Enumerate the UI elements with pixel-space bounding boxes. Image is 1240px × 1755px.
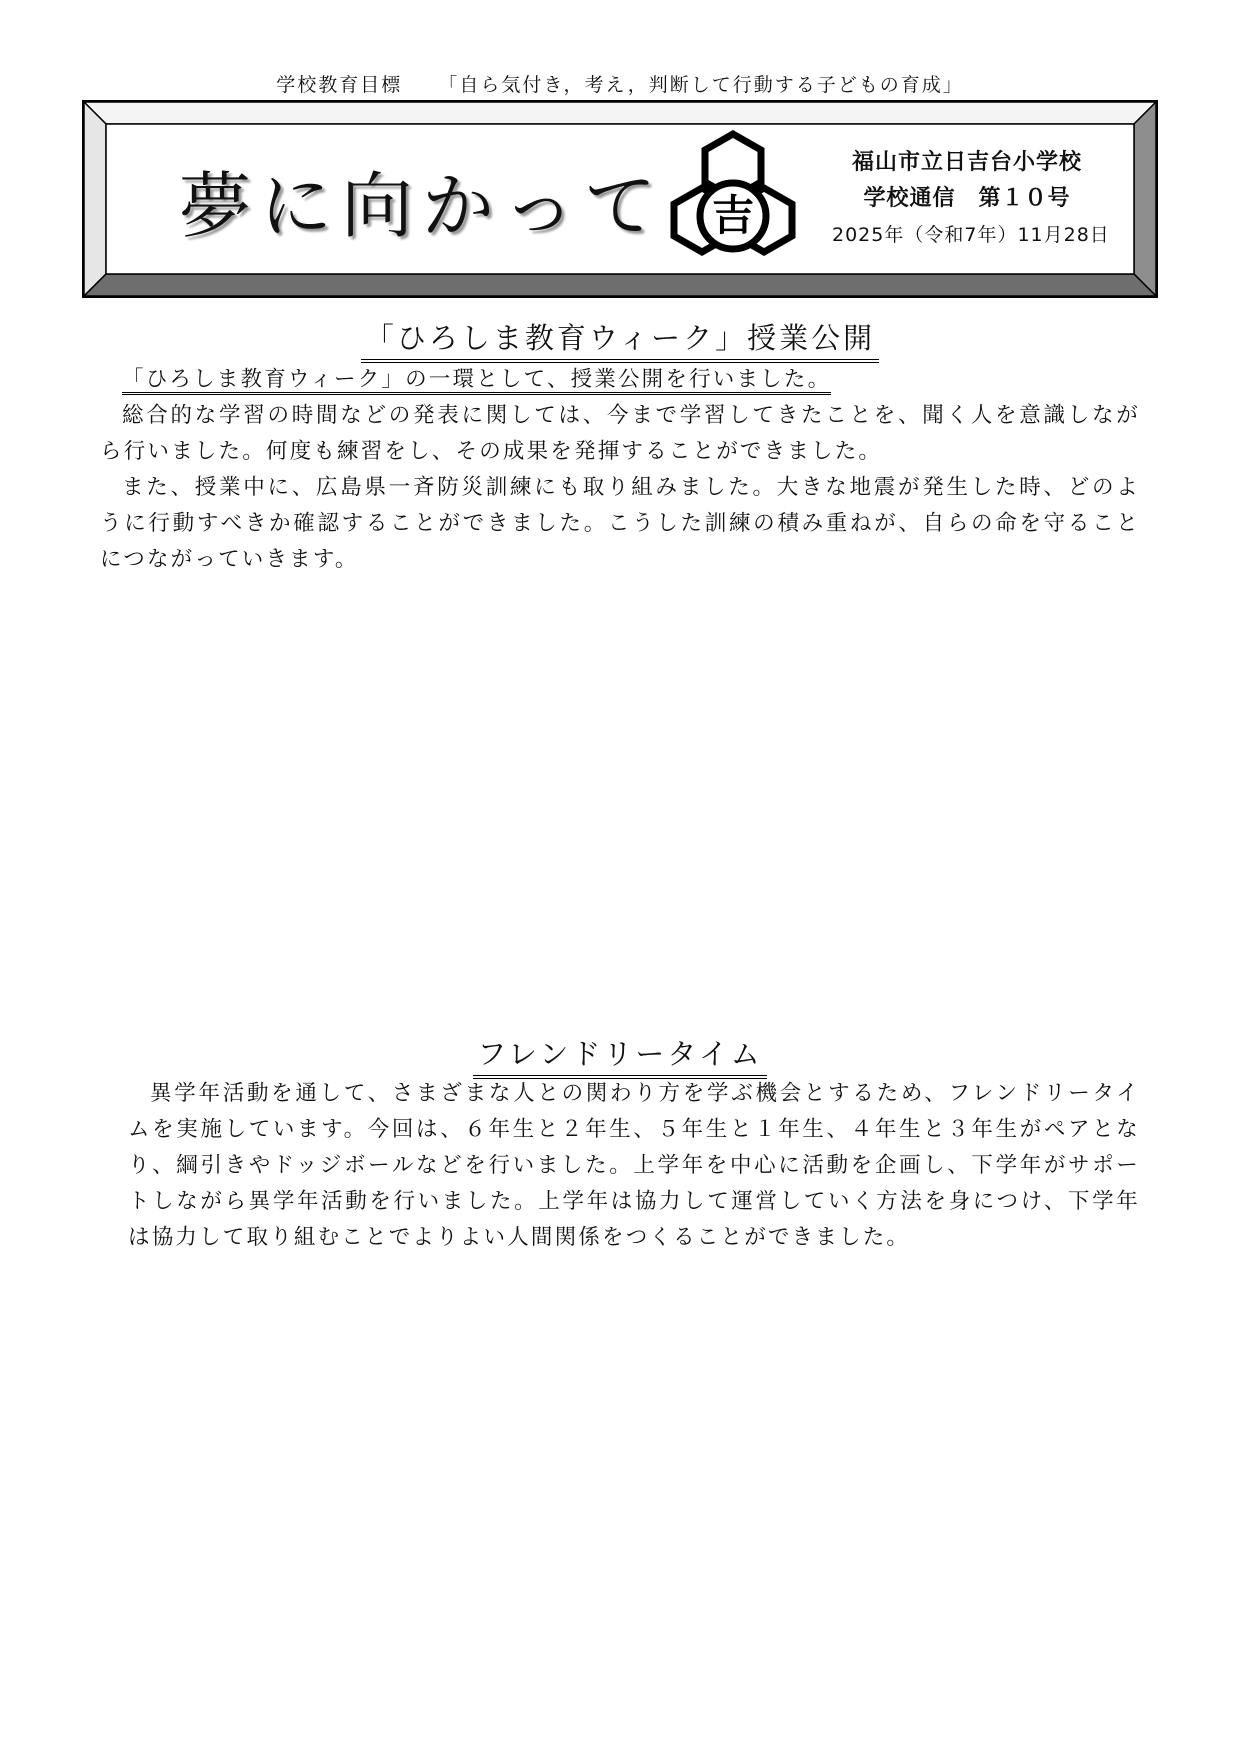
section1-intro: 「ひろしま教育ウィーク」の一環として、授業公開を行いました。	[122, 367, 831, 395]
school-goal	[0, 70, 1240, 97]
emblem-char: 吉	[711, 191, 755, 240]
section1-paragraph: 総合的な学習の時間などの発表に関しては、今まで学習してきたことを、聞く人を意識しながら行いました。何度も練習をし、その成果を発揮することができました。	[100, 403, 1140, 464]
section2-body	[128, 1076, 1140, 1256]
school-goal-label: 学校教育目標	[276, 74, 403, 96]
masthead	[82, 100, 1158, 298]
school-name: 福山市立日吉台小学校	[851, 150, 1082, 175]
section1-heading	[0, 318, 1240, 363]
newsletter-title: 夢に向かって	[179, 164, 666, 248]
section1-body	[100, 362, 1140, 578]
section2-heading	[0, 1034, 1240, 1079]
school-goal-text: 「自ら気付き，考え，判断して行動する子どもの育成」	[438, 74, 964, 96]
section1-heading-text: 「ひろしま教育ウィーク」授業公開	[361, 318, 879, 363]
section2-paragraph: 異学年活動を通して、さまざまな人との関わり方を学ぶ機会とするため、フレンドリータイムを実施しています。今回は、６年生と２年生、５年生と１年生、４年生と３年生がペアとなり、綱引きやドッジボールなどを行いました。上学年を中心に活動を企画し、下学年がサポートしながら異学年活動を行いました。上学年は協力して運営していく方法を身につけ、下学年は協力して取り組むことでよりよい人間関係をつくることができました。	[128, 1081, 1140, 1250]
school-emblem-icon	[668, 130, 798, 260]
section1-paragraph: また、授業中に、広島県一斉防災訓練にも取り組みました。大きな地震が発生した時、どのように行動すべきか確認することができました。こうした訓練の積み重ねが、自らの命を守ることにつながっていきます。	[100, 475, 1140, 572]
issue-info	[832, 145, 1110, 253]
issue-number: 学校通信 第１０号	[863, 186, 1071, 211]
section2-heading-text: フレンドリータイム	[473, 1034, 767, 1079]
issue-date: 2025年（令和7年）11月28日	[832, 224, 1110, 246]
